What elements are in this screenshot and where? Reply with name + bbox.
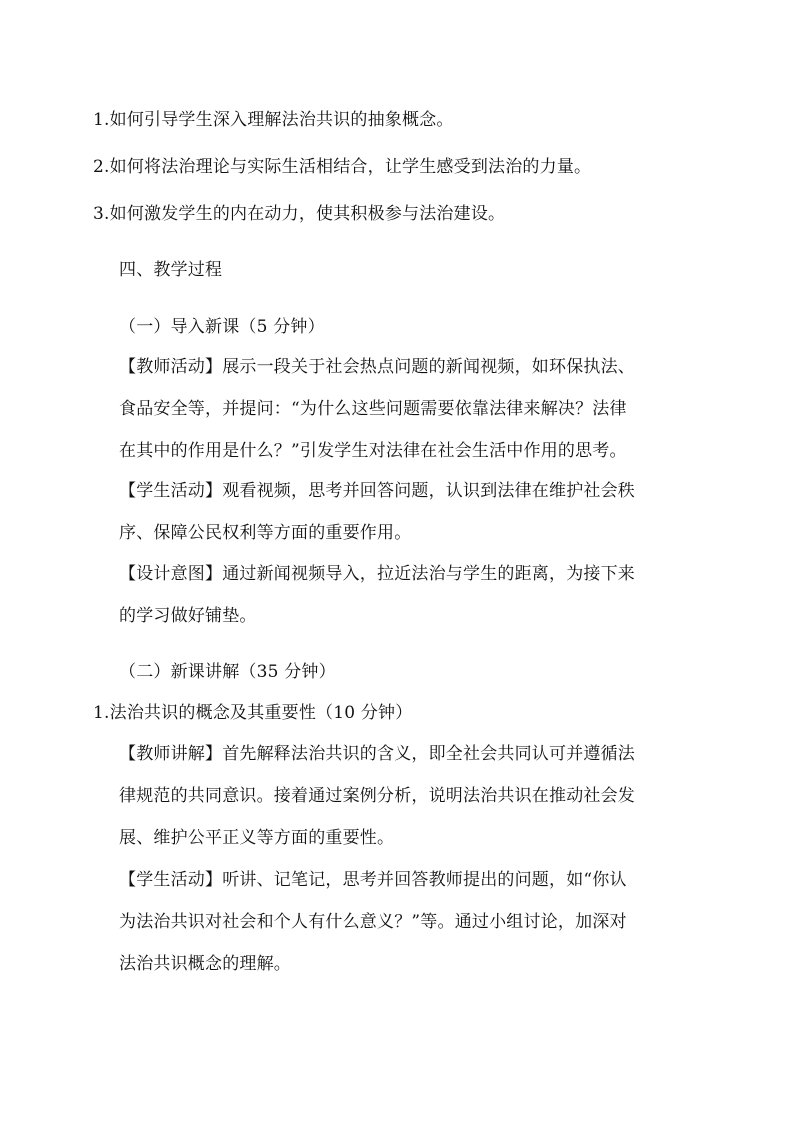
- part1-heading: （一）导入新课（5 分钟）: [119, 317, 325, 337]
- difficulty-item-3: 3.如何激发学生的内在动力，使其积极参与法治建设。: [93, 204, 506, 224]
- part1-design-line-2: 的学习做好铺垫。: [119, 606, 257, 626]
- difficulty-item-2: 2.如何将法治理论与实际生活相结合，让学生感受到法治的力量。: [93, 157, 592, 177]
- part1-teacher-line-1: 【教师活动】展示一段关于社会热点问题的新闻视频，如环保执法、: [119, 357, 635, 377]
- part2-subheading: 1.法治共识的概念及其重要性（10 分钟）: [93, 703, 413, 723]
- part2-teacher-line-2: 律规范的共同意识。接着通过案例分析，说明法治共识在推动社会发: [119, 786, 635, 806]
- part1-design-line-1: 【设计意图】通过新闻视频导入，拉近法治与学生的距离，为接下来: [119, 564, 635, 584]
- part2-student-line-2: 为法治共识对社会和个人有什么意义？”等。通过小组讨论，加深对: [119, 912, 627, 932]
- part2-student-line-1: 【学生活动】听讲、记笔记，思考并回答教师提出的问题，如“你认: [119, 870, 627, 890]
- section-heading: 四、教学过程: [119, 260, 223, 280]
- part1-student-line-2: 序、保障公民权利等方面的重要作用。: [119, 523, 412, 543]
- difficulty-item-1: 1.如何引导学生深入理解法治共识的抽象概念。: [93, 110, 454, 130]
- part2-heading: （二）新课讲解（35 分钟）: [119, 662, 336, 682]
- part1-teacher-line-2: 食品安全等，并提问：“为什么这些问题需要依靠法律来解决？法律: [119, 399, 627, 419]
- part2-teacher-line-3: 展、维护公平正义等方面的重要性。: [119, 828, 395, 848]
- part2-teacher-line-1: 【教师讲解】首先解释法治共识的含义，即全社会共同认可并遵循法: [119, 744, 635, 764]
- part1-student-line-1: 【学生活动】观看视频，思考并回答问题，认识到法律在维护社会秩: [119, 481, 635, 501]
- part1-teacher-line-3: 在其中的作用是什么？”引发学生对法律在社会生活中作用的思考。: [119, 441, 627, 461]
- part2-student-line-3: 法治共识概念的理解。: [119, 954, 291, 974]
